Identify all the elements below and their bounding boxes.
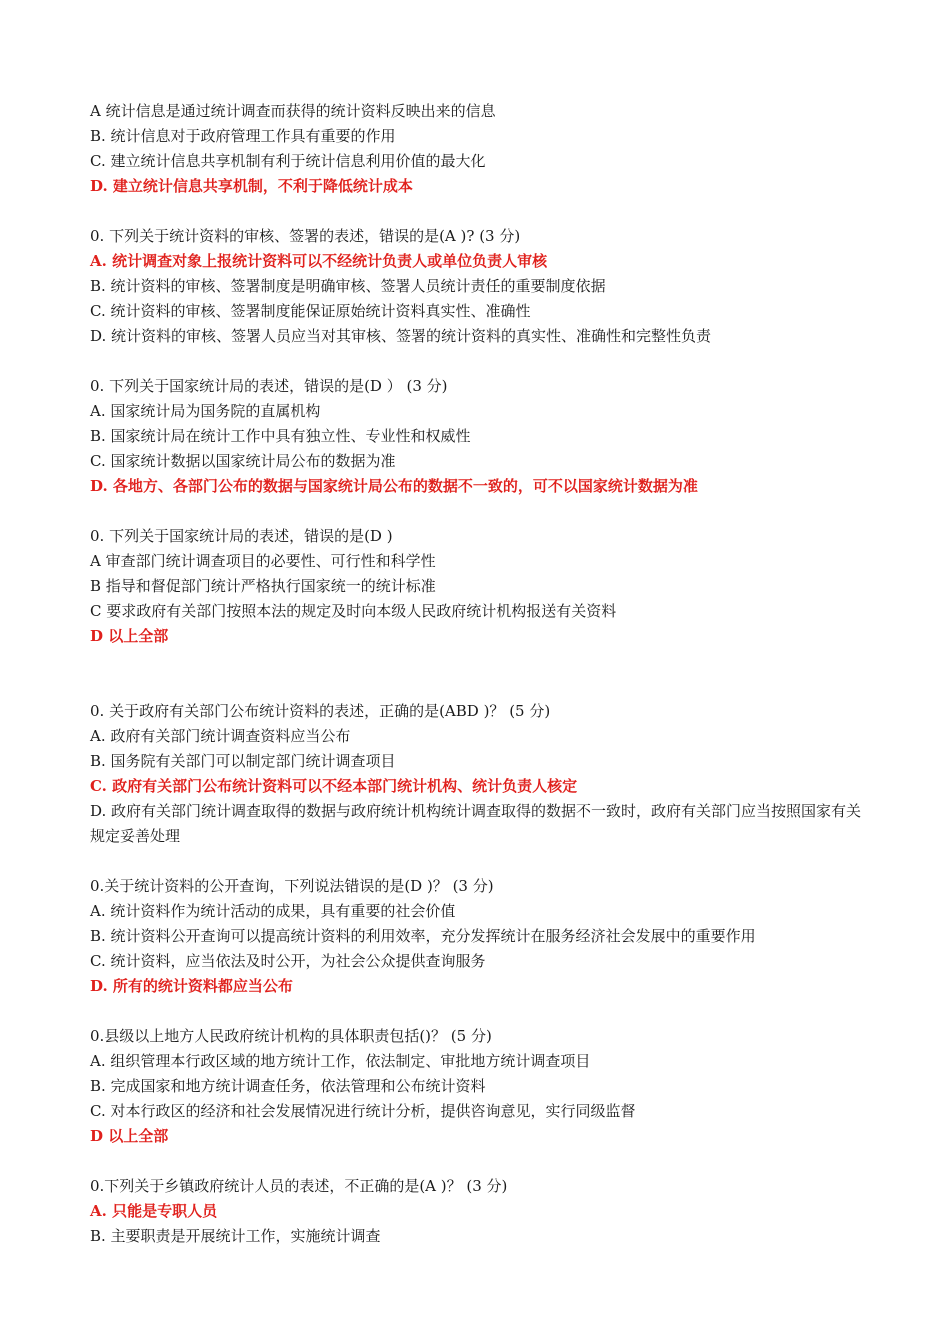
option-c: C. 对本行政区的经济和社会发展情况进行统计分析，提供咨询意见，实行同级监督 — [90, 1102, 636, 1120]
question-stem: 0.县级以上地方人民政府统计机构的具体职责包括()？ (5 分) — [90, 1027, 492, 1045]
question-stem: 0. 下列关于国家统计局的表述，错误的是(D ) — [90, 527, 393, 545]
option-a: A 审查部门统计调查项目的必要性、可行性和科学性 — [90, 552, 436, 570]
question-1 — [90, 99, 870, 199]
question-stem: 0.下列关于乡镇政府统计人员的表述，不正确的是(A )？ (3 分) — [90, 1177, 508, 1195]
option-c: C. 国家统计数据以国家统计局公布的数据为准 — [90, 452, 396, 470]
option-a-answer: A. 统计调查对象上报统计资料可以不经统计负责人或单位负责人审核 — [90, 252, 548, 270]
question-7 — [90, 1024, 870, 1149]
question-3 — [90, 374, 870, 499]
option-b: B. 国家统计局在统计工作中具有独立性、专业性和权威性 — [90, 427, 471, 445]
option-d-answer: D 以上全部 — [90, 1127, 169, 1145]
question-5 — [90, 699, 870, 849]
question-6 — [90, 874, 870, 999]
option-b: B. 统计信息对于政府管理工作具有重要的作用 — [90, 127, 396, 145]
option-a: A. 国家统计局为国务院的直属机构 — [90, 402, 321, 420]
option-c: C 要求政府有关部门按照本法的规定及时向本级人民政府统计机构报送有关资料 — [90, 602, 617, 620]
question-stem: 0. 下列关于国家统计局的表述，错误的是(D ） (3 分) — [90, 377, 448, 395]
option-c: C. 建立统计信息共享机制有利于统计信息利用价值的最大化 — [90, 152, 486, 170]
question-2 — [90, 224, 870, 349]
option-c: C. 统计资料，应当依法及时公开，为社会公众提供查询服务 — [90, 952, 486, 970]
option-b: B. 统计资料的审核、签署制度是明确审核、签署人员统计责任的重要制度依据 — [90, 277, 606, 295]
option-a: A 统计信息是通过统计调查而获得的统计资料反映出来的信息 — [90, 102, 496, 120]
option-b: B 指导和督促部门统计严格执行国家统一的统计标准 — [90, 577, 436, 595]
option-a: A. 组织管理本行政区域的地方统计工作，依法制定、审批地方统计调查项目 — [90, 1052, 591, 1070]
option-b: B. 国务院有关部门可以制定部门统计调查项目 — [90, 752, 396, 770]
option-d-answer: D. 建立统计信息共享机制，不利于降低统计成本 — [90, 177, 413, 195]
option-d: D. 政府有关部门统计调查取得的数据与政府统计机构统计调查取得的数据不一致时，政府有关部门应当按照国家有关规定妥善处理 — [90, 802, 862, 845]
option-d-answer: D. 各地方、各部门公布的数据与国家统计局公布的数据不一致的，可不以国家统计数据为准 — [90, 477, 698, 495]
question-4 — [90, 524, 870, 649]
option-a: A. 统计资料作为统计活动的成果，具有重要的社会价值 — [90, 902, 456, 920]
option-d-answer: D. 所有的统计资料都应当公布 — [90, 977, 293, 995]
option-b: B. 主要职责是开展统计工作，实施统计调查 — [90, 1227, 381, 1245]
question-stem: 0.关于统计资料的公开查询，下列说法错误的是(D )？ (3 分) — [90, 877, 494, 895]
question-8 — [90, 1174, 870, 1249]
option-a-answer: A. 只能是专职人员 — [90, 1202, 218, 1220]
option-a: A. 政府有关部门统计调查资料应当公布 — [90, 727, 351, 745]
option-c-answer: C. 政府有关部门公布统计资料可以不经本部门统计机构、统计负责人核定 — [90, 777, 578, 795]
option-b: B. 完成国家和地方统计调查任务，依法管理和公布统计资料 — [90, 1077, 486, 1095]
option-b: B. 统计资料公开查询可以提高统计资料的利用效率，充分发挥统计在服务经济社会发展中的重要作用 — [90, 927, 756, 945]
option-d: D. 统计资料的审核、签署人员应当对其审核、签署的统计资料的真实性、准确性和完整性负责 — [90, 327, 712, 345]
document-page — [90, 99, 870, 1249]
option-c: C. 统计资料的审核、签署制度能保证原始统计资料真实性、准确性 — [90, 302, 531, 320]
question-stem: 0. 下列关于统计资料的审核、签署的表述，错误的是(A )? (3 分) — [90, 227, 521, 245]
option-d-answer: D 以上全部 — [90, 627, 169, 645]
question-stem: 0. 关于政府有关部门公布统计资料的表述，正确的是(ABD )？ (5 分) — [90, 702, 551, 720]
